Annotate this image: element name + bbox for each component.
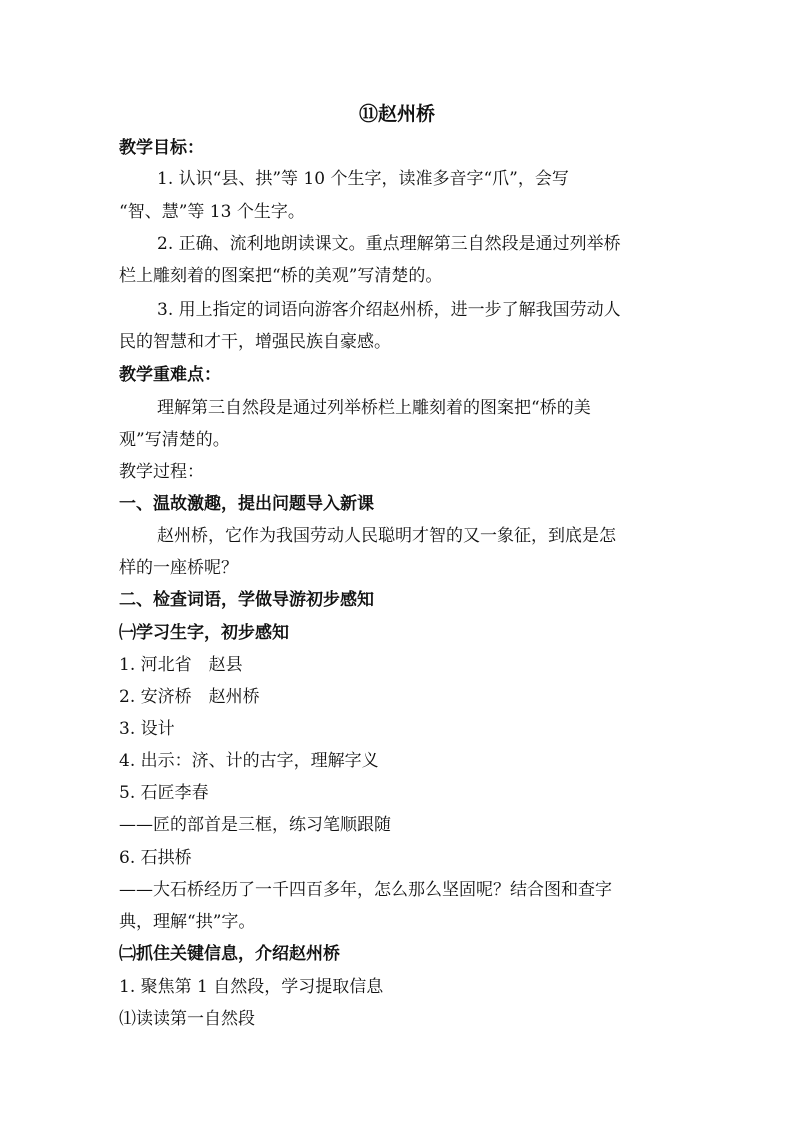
section-heading: 二、检查词语，学做导游初步感知 — [119, 590, 374, 610]
text-line: 典，理解“拱”字。 — [119, 912, 256, 932]
text-line: 1. 河北省 赵县 — [119, 655, 243, 675]
text-line: 教学过程： — [119, 462, 204, 482]
text-line: 4. 出示：济、计的古字，理解字义 — [119, 751, 379, 771]
text-line: 5. 石匠李春 — [119, 783, 209, 803]
text-line: 2. 安济桥 赵州桥 — [119, 687, 260, 707]
text-line: 样的一座桥呢？ — [119, 558, 238, 578]
section-heading: 教学目标： — [119, 138, 204, 158]
section-heading: 一、温故激趣，提出问题导入新课 — [119, 494, 374, 514]
text-line: 栏上雕刻着的图案把“桥的美观”写清楚的。 — [119, 266, 443, 286]
text-line: ——大石桥经历了一千四百多年，怎么那么坚固呢？结合图和查字 — [119, 880, 612, 900]
text-line: 民的智慧和才干，增强民族自豪感。 — [119, 332, 391, 352]
section-heading: ㈡抓住关键信息，介绍赵州桥 — [119, 944, 340, 964]
text-line: 2. 正确、流利地朗读课文。重点理解第三自然段是通过列举桥 — [157, 234, 621, 254]
text-line: 3. 用上指定的词语向游客介绍赵州桥，进一步了解我国劳动人 — [157, 300, 621, 320]
text-line: 6. 石拱桥 — [119, 848, 192, 868]
text-line: 赵州桥，它作为我国劳动人民聪明才智的又一象征，到底是怎 — [157, 526, 616, 546]
section-heading: 教学重难点： — [119, 365, 221, 385]
text-line: 1. 聚焦第 1 自然段，学习提取信息 — [119, 977, 384, 997]
text-line: 1. 认识“县、拱”等 10 个生字，读准多音字“爪”，会写 — [157, 169, 569, 189]
text-line: “智、慧”等 13 个生字。 — [119, 202, 305, 222]
text-line: 3. 设计 — [119, 719, 175, 739]
lesson-title: ⑪赵州桥 — [358, 103, 435, 125]
text-line: ——匠的部首是三框，练习笔顺跟随 — [119, 815, 391, 835]
text-line: 观”写清楚的。 — [119, 430, 230, 450]
section-heading: ㈠学习生字，初步感知 — [119, 623, 289, 643]
text-line: 理解第三自然段是通过列举桥栏上雕刻着的图案把“桥的美 — [157, 398, 591, 418]
text-line: ⑴读读第一自然段 — [119, 1009, 255, 1029]
